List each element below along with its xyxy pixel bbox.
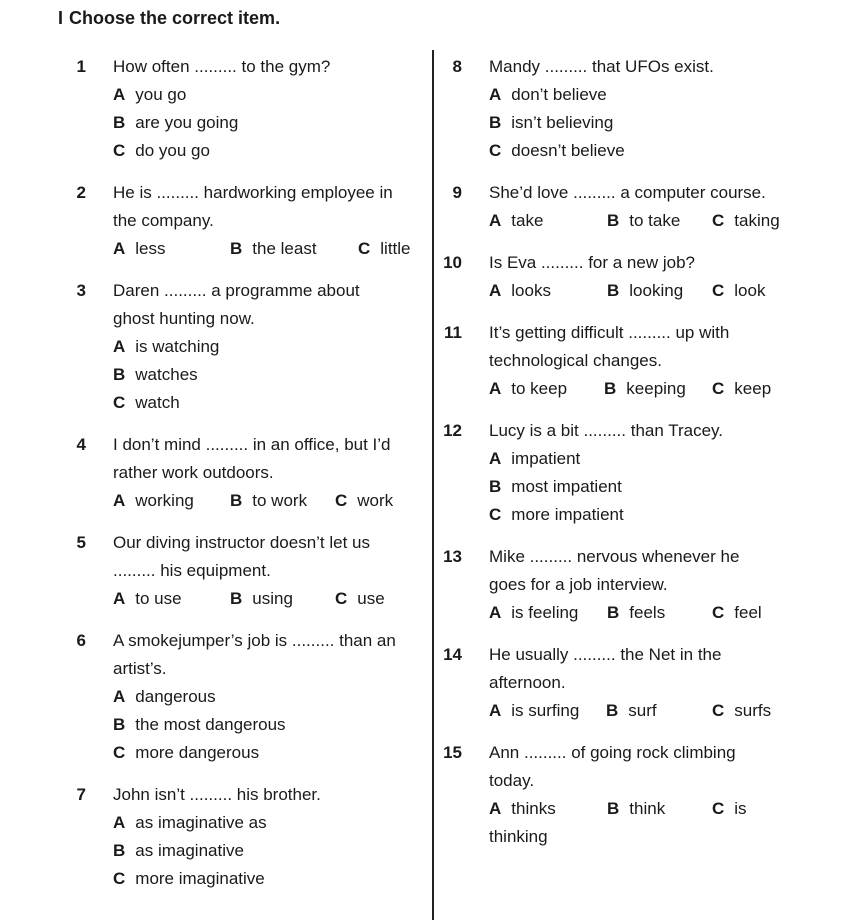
option-text: surf — [628, 701, 657, 720]
question-number: 2 — [76, 183, 86, 202]
option-text: working — [135, 491, 194, 510]
option-text: to take — [629, 211, 681, 230]
answer-option-c[interactable] — [712, 277, 765, 305]
question-text: I don’t mind ......... in an office, but I’d — [113, 435, 391, 454]
option-text: feel — [734, 603, 762, 622]
option-letter: A — [489, 85, 502, 104]
option-text: doesn’t believe — [511, 141, 625, 160]
option-text: the least — [252, 239, 317, 258]
question-number: 6 — [76, 631, 86, 650]
question-text: goes for a job interview. — [489, 575, 668, 594]
option-letter: C — [489, 505, 502, 524]
question-text: Lucy is a bit ......... than Tracey. — [489, 421, 724, 440]
exercise-heading — [58, 8, 280, 29]
answer-option-c[interactable] — [335, 487, 393, 515]
answer-option-a[interactable] — [113, 333, 219, 361]
option-letter: B — [606, 701, 619, 720]
option-text: don’t believe — [511, 85, 607, 104]
question-text: today. — [489, 771, 535, 790]
option-letter: A — [113, 337, 126, 356]
option-text: use — [357, 589, 385, 608]
answer-option-c[interactable] — [113, 137, 210, 165]
option-text: to use — [135, 589, 182, 608]
answer-option-b[interactable] — [489, 473, 622, 501]
heading-text: Choose the correct item. — [69, 8, 281, 28]
answer-option-a[interactable] — [489, 599, 578, 627]
option-letter: C — [712, 379, 725, 398]
question-text: He is ......... hardworking employee in — [113, 183, 393, 202]
option-letter: C — [113, 743, 126, 762]
option-letter: C — [113, 869, 126, 888]
answer-option-b[interactable] — [606, 697, 657, 725]
question-text: Mike ......... nervous whenever he — [489, 547, 740, 566]
option-text: surfs — [734, 701, 772, 720]
option-letter: A — [489, 281, 502, 300]
question-text: technological changes. — [489, 351, 662, 370]
question-number: 7 — [76, 785, 86, 804]
answer-option-b[interactable] — [607, 277, 683, 305]
option-letter: B — [113, 715, 126, 734]
option-letter: C — [712, 603, 725, 622]
question-number: 9 — [452, 183, 462, 202]
answer-option-a[interactable] — [113, 585, 182, 613]
question-number: 14 — [443, 645, 462, 664]
question-text: rather work outdoors. — [113, 463, 274, 482]
answer-option-a[interactable] — [489, 375, 567, 403]
question-text: ghost hunting now. — [113, 309, 255, 328]
option-letter: C — [335, 491, 348, 510]
question-number: 1 — [76, 57, 86, 76]
option-text: thinks — [511, 799, 556, 818]
option-letter: B — [489, 477, 502, 496]
option-letter: C — [712, 701, 725, 720]
question-text: Mandy ......... that UFOs exist. — [489, 57, 714, 76]
answer-option-b[interactable] — [489, 109, 613, 137]
question-text: the company. — [113, 211, 214, 230]
answer-option-a[interactable] — [489, 445, 580, 473]
answer-option-a[interactable] — [489, 697, 579, 725]
answer-option-b[interactable] — [113, 361, 198, 389]
option-text: watch — [135, 393, 180, 412]
option-letter: C — [712, 799, 725, 818]
answer-option-b[interactable] — [607, 795, 665, 823]
question-text: John isn’t ......... his brother. — [113, 785, 321, 804]
option-letter: A — [113, 589, 126, 608]
question-number: 11 — [444, 323, 462, 342]
answer-option-b[interactable] — [230, 487, 307, 515]
answer-option-c[interactable] — [712, 697, 771, 725]
question-number: 4 — [76, 435, 86, 454]
option-letter: A — [489, 799, 502, 818]
option-letter: A — [489, 701, 502, 720]
option-text: dangerous — [135, 687, 216, 706]
question-text: Ann ......... of going rock climbing — [489, 743, 736, 762]
option-text: is — [734, 799, 747, 818]
option-text: look — [734, 281, 766, 300]
question-text: She’d love ......... a computer course. — [489, 183, 766, 202]
option-letter: A — [113, 491, 126, 510]
option-text: looks — [511, 281, 551, 300]
option-letter: B — [607, 211, 620, 230]
option-text: using — [252, 589, 293, 608]
question-number: 10 — [443, 253, 462, 272]
option-text: most impatient — [511, 477, 622, 496]
option-letter: A — [489, 449, 502, 468]
answer-option-c[interactable] — [712, 207, 780, 235]
option-letter: C — [712, 281, 725, 300]
option-text: less — [135, 239, 166, 258]
option-text: feels — [629, 603, 666, 622]
question-number: 12 — [443, 421, 462, 440]
question-text: Is Eva ......... for a new job? — [489, 253, 695, 272]
answer-option-b[interactable] — [230, 585, 293, 613]
option-text: think — [629, 799, 666, 818]
option-text: as imaginative — [135, 841, 244, 860]
option-letter: B — [230, 589, 243, 608]
option-letter: A — [113, 687, 126, 706]
option-text: take — [511, 211, 544, 230]
answer-option-b[interactable] — [113, 109, 238, 137]
answer-option-a[interactable] — [113, 235, 166, 263]
option-letter: A — [489, 211, 502, 230]
option-letter: B — [489, 113, 502, 132]
answer-option-b[interactable] — [607, 207, 680, 235]
answer-option-b[interactable] — [113, 837, 244, 865]
answer-option-c[interactable] — [712, 599, 762, 627]
option-letter: B — [604, 379, 617, 398]
option-letter: C — [712, 211, 725, 230]
option-letter: A — [113, 85, 126, 104]
answer-option-c[interactable] — [113, 739, 259, 767]
option-text: is surfing — [511, 701, 580, 720]
option-letter: A — [113, 239, 126, 258]
option-text: as imaginative as — [135, 813, 267, 832]
option-letter: C — [113, 393, 126, 412]
option-text-continuation: thinking — [489, 827, 548, 846]
answer-option-a[interactable] — [489, 795, 556, 823]
answer-option-c[interactable] — [113, 389, 180, 417]
answer-option-a[interactable] — [113, 809, 267, 837]
answer-option-a[interactable] — [113, 683, 216, 711]
option-text: more dangerous — [135, 743, 260, 762]
question-text: It’s getting difficult ......... up with — [489, 323, 730, 342]
answer-option-b[interactable] — [604, 375, 686, 403]
option-text: impatient — [511, 449, 581, 468]
question-text: Our diving instructor doesn’t let us — [113, 533, 371, 552]
answer-option-a[interactable] — [489, 207, 543, 235]
question-text: artist’s. — [113, 659, 167, 678]
answer-option-c[interactable] — [712, 375, 771, 403]
question-text: ......... his equipment. — [113, 561, 271, 580]
answer-option-c[interactable] — [113, 865, 265, 893]
option-text: more impatient — [511, 505, 624, 524]
question-text: A smokejumper’s job is ......... than an — [113, 631, 396, 650]
option-letter: B — [230, 239, 243, 258]
option-text: to keep — [511, 379, 568, 398]
option-text: are you going — [135, 113, 239, 132]
option-letter: C — [358, 239, 371, 258]
option-text: isn’t believing — [511, 113, 614, 132]
heading-marker: I — [58, 8, 64, 28]
option-letter: B — [230, 491, 243, 510]
option-text: work — [357, 491, 394, 510]
option-text: is feeling — [511, 603, 579, 622]
question-text: afternoon. — [489, 673, 566, 692]
option-letter: B — [607, 603, 620, 622]
answer-option-a[interactable] — [113, 487, 194, 515]
answer-option-b[interactable] — [113, 711, 286, 739]
option-letter: B — [113, 841, 126, 860]
question-number: 15 — [443, 743, 462, 762]
option-text: the most dangerous — [135, 715, 286, 734]
option-text: is watching — [135, 337, 220, 356]
option-text: keep — [734, 379, 772, 398]
question-number: 3 — [76, 281, 86, 300]
option-text: more imaginative — [135, 869, 265, 888]
option-text: you go — [135, 85, 187, 104]
option-letter: B — [113, 113, 126, 132]
question-number: 5 — [76, 533, 86, 552]
question-number: 13 — [443, 547, 462, 566]
option-text: watches — [135, 365, 198, 384]
answer-option-a[interactable] — [489, 81, 607, 109]
option-letter: A — [489, 379, 502, 398]
question-text: Daren ......... a programme about — [113, 281, 360, 300]
question-text: He usually ......... the Net in the — [489, 645, 722, 664]
answer-option-b[interactable] — [607, 599, 665, 627]
answer-option-c[interactable] — [489, 501, 624, 529]
answer-option-c[interactable] — [358, 235, 411, 263]
option-text: taking — [734, 211, 780, 230]
question-number: 8 — [452, 57, 462, 76]
column-divider — [432, 50, 434, 920]
option-letter: C — [113, 141, 126, 160]
option-letter: B — [113, 365, 126, 384]
option-text: keeping — [626, 379, 686, 398]
question-text: How often ......... to the gym? — [113, 57, 331, 76]
option-letter: A — [489, 603, 502, 622]
answer-option-c[interactable] — [335, 585, 385, 613]
option-letter: B — [607, 281, 620, 300]
option-text: do you go — [135, 141, 210, 160]
option-text: looking — [629, 281, 684, 300]
option-text: little — [380, 239, 411, 258]
option-letter: A — [113, 813, 126, 832]
option-letter: B — [607, 799, 620, 818]
answer-option-a[interactable] — [113, 81, 186, 109]
answer-option-c[interactable] — [712, 795, 747, 823]
answer-option-c[interactable] — [489, 137, 625, 165]
answer-option-b[interactable] — [230, 235, 317, 263]
option-text: to work — [252, 491, 308, 510]
option-letter: C — [335, 589, 348, 608]
option-letter: C — [489, 141, 502, 160]
answer-option-a[interactable] — [489, 277, 551, 305]
